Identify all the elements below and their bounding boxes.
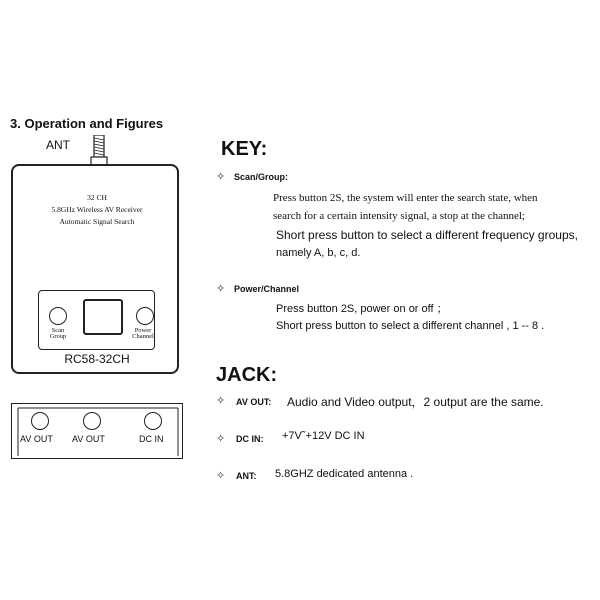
display-screen (83, 299, 123, 335)
dc-in-label: DC IN: (236, 434, 264, 444)
bullet-icon: ✧ (216, 395, 226, 407)
dc-in-jack[interactable] (144, 412, 162, 430)
receiver-device-front (11, 164, 179, 374)
device-search-text: Automatic Signal Search (59, 217, 135, 226)
key-title: KEY: (221, 138, 268, 160)
control-panel (38, 290, 155, 350)
power-channel-button[interactable] (136, 307, 154, 325)
scan-group-line-2: search for a certain intensity signal, a stop at the channel; (273, 210, 525, 222)
ant-jack-text: 5.8GHZ dedicated antenna . (275, 468, 414, 480)
power-button-label: Power Channel (132, 327, 154, 340)
bullet-icon: ✧ (216, 433, 226, 445)
jack-label-av-out-1: AV OUT (20, 434, 53, 444)
scan-group-line-4: namely A, b, c, d. (276, 247, 361, 259)
power-channel-line-2: Short press button to select a different channel , 1 -- 8 . (276, 320, 545, 332)
ant-jack-label: ANT: (236, 471, 257, 481)
scan-button-label: Scan Group (49, 327, 67, 340)
antenna-connector-icon (90, 135, 108, 165)
power-channel-label: Power/Channel (234, 284, 300, 294)
scan-group-line-1: Press button 2S, the system will enter the search state, when (273, 192, 538, 204)
jack-panel (11, 403, 183, 459)
bullet-icon: ✧ (216, 470, 226, 482)
jack-label-av-out-2: AV OUT (72, 434, 105, 444)
device-description-text: 5.8GHz Wireless AV Receiver (51, 205, 143, 214)
jack-label-dc-in: DC IN (139, 434, 164, 444)
section-title: 3. Operation and Figures (10, 116, 164, 131)
power-channel-line-1: Press button 2S, power on or off ； (276, 303, 448, 315)
jack-title: JACK: (216, 364, 278, 386)
av-out-text: Audio and Video output，2 output are the same. (287, 395, 544, 409)
bullet-icon: ✧ (216, 171, 226, 183)
av-out-jack-2[interactable] (83, 412, 101, 430)
model-name: RC58-32CH (64, 352, 130, 366)
scan-group-button[interactable] (49, 307, 67, 325)
ant-label: ANT (46, 138, 70, 152)
device-channel-text: 32 CH (87, 193, 107, 202)
scan-group-label: Scan/Group: (234, 172, 289, 182)
av-out-jack-1[interactable] (31, 412, 49, 430)
av-out-label: AV OUT: (236, 397, 272, 407)
scan-group-line-3: Short press button to select a different frequency groups, (276, 228, 578, 242)
bullet-icon: ✧ (216, 283, 226, 295)
dc-in-text: +7V˜+12V DC IN (282, 430, 365, 442)
